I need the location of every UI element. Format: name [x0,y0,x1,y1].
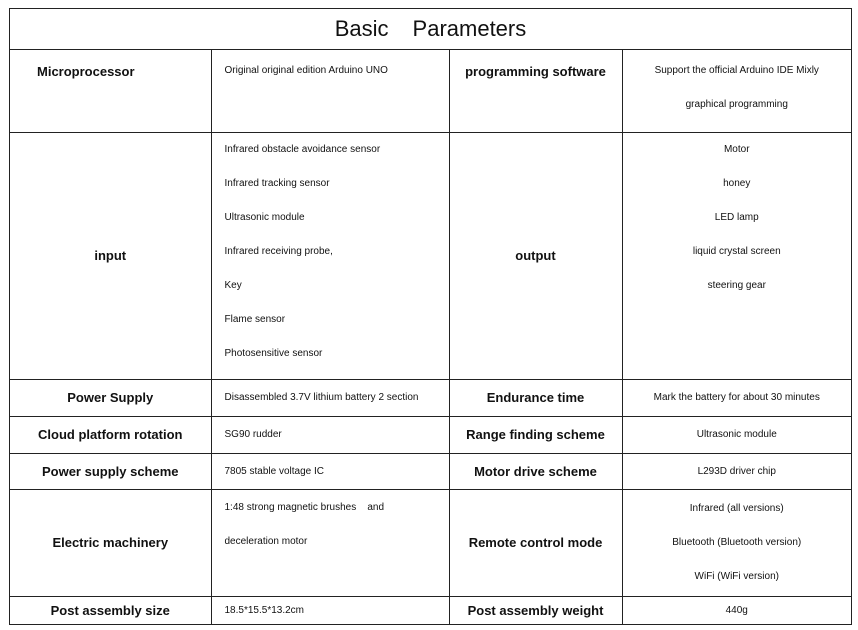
table-row [10,379,851,416]
value-line: deceleration motor [224,535,308,547]
table-row [10,132,851,379]
param-label: Endurance time [449,379,622,416]
value-line: Infrared tracking sensor [224,177,330,189]
param-value [622,50,851,132]
param-label: Electric machinery [10,489,211,596]
param-label: Power Supply [10,379,211,416]
param-value [211,489,449,596]
param-value [211,50,449,132]
value-line: steering gear [707,279,766,291]
param-label: output [449,132,622,379]
param-value [622,132,851,379]
value-line: graphical programming [685,99,788,110]
param-label: Motor drive scheme [449,453,622,489]
value-line: liquid crystal screen [692,245,781,257]
param-value: SG90 rudder [211,416,449,453]
value-line: LED lamp [714,211,759,223]
table-row [10,453,851,489]
value-line: Flame sensor [224,313,286,325]
param-label: Remote control mode [449,489,622,596]
param-value [622,489,851,596]
param-value: Disassembled 3.7V lithium battery 2 section [211,379,449,416]
param-label: Cloud platform rotation [10,416,211,453]
param-value: 440g [622,596,851,625]
table-row [10,596,851,625]
param-value: 18.5*15.5*13.2cm [211,596,449,625]
value-line: WiFi (WiFi version) [694,571,779,582]
value-line: honey [723,177,751,189]
param-label: programming software [449,50,622,132]
value-line: Ultrasonic module [224,211,305,223]
value-line: Infrared (all versions) [689,503,784,514]
param-label: Power supply scheme [10,453,211,489]
value-line: Motor [723,143,750,155]
param-label: Post assembly weight [449,596,622,625]
param-label: Microprocessor [10,50,211,132]
value-line: Infrared obstacle avoidance sensor [224,143,381,155]
value-line: Photosensitive sensor [224,347,323,359]
value-line: Support the official Arduino IDE Mixly [654,65,819,76]
table-row [10,50,851,132]
value-line: Infrared receiving probe, [224,245,333,257]
title-word-basic: Basic [334,16,389,41]
param-label: input [10,132,211,379]
param-value: Mark the battery for about 30 minutes [622,379,851,416]
value-line: Original original edition Arduino UNO [224,65,388,76]
value-line: Key [224,279,242,291]
param-label: Post assembly size [10,596,211,625]
parameters-sheet [9,8,852,625]
value-line: 1:48 strong magnetic brushes and [224,501,385,513]
sheet-title [10,9,851,50]
table-row [10,416,851,453]
param-value: Ultrasonic module [622,416,851,453]
param-value: 7805 stable voltage IC [211,453,449,489]
value-line: Bluetooth (Bluetooth version) [672,537,802,548]
param-value: L293D driver chip [622,453,851,489]
table-row [10,489,851,596]
parameters-table [10,50,851,625]
title-word-parameters: Parameters [412,16,527,41]
param-label: Range finding scheme [449,416,622,453]
param-value [211,132,449,379]
